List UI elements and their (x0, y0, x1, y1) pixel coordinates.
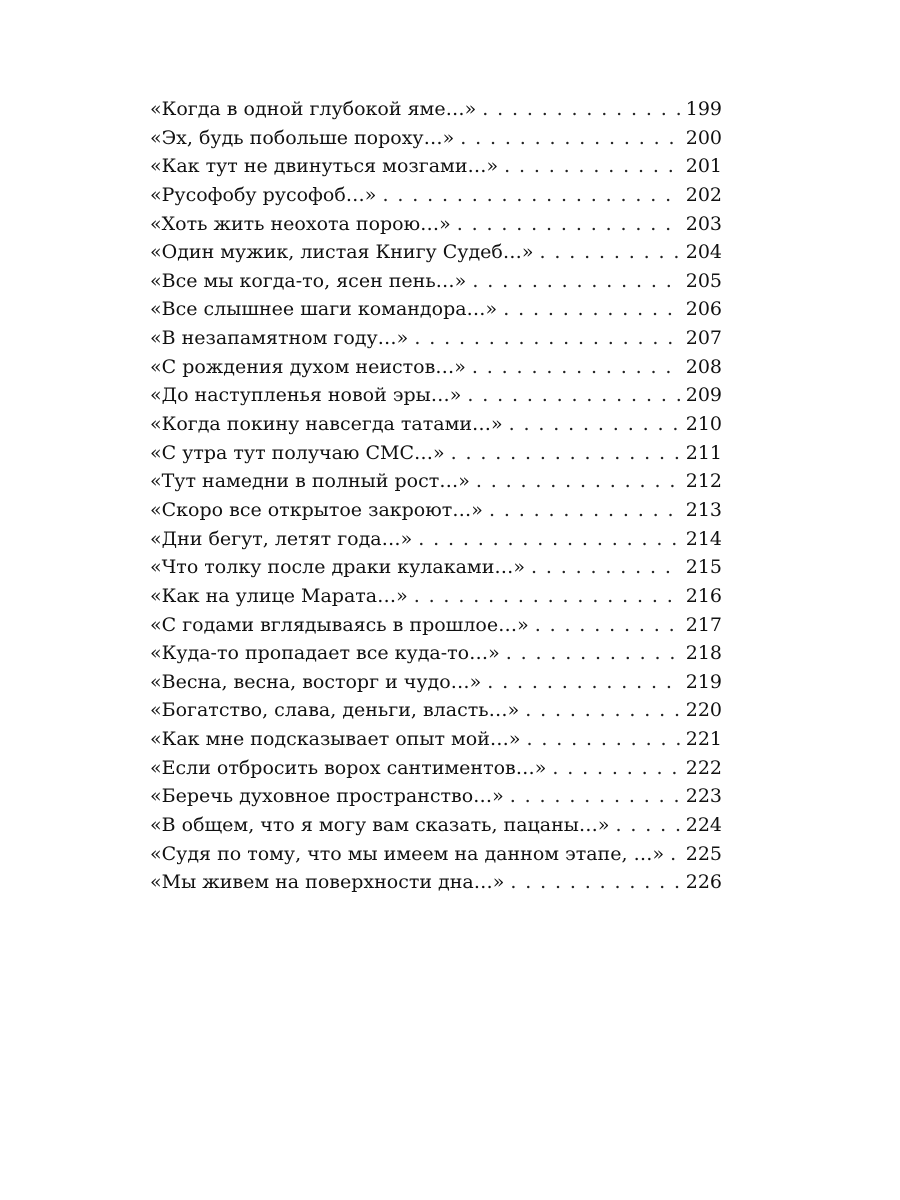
toc-entry (150, 124, 722, 153)
toc-entry (150, 238, 722, 267)
toc-dot-leader (527, 725, 680, 754)
toc-entry-title: «Тут намедни в полный рост…» (150, 467, 476, 496)
toc-entry-page: 226 (685, 871, 722, 894)
toc-entry-page: 200 (685, 126, 722, 149)
toc-dot-leader (535, 611, 680, 640)
toc-entry-page: 206 (685, 298, 722, 321)
toc-dot-leader (489, 496, 680, 525)
toc-entry (150, 152, 722, 181)
toc-entry (150, 696, 722, 725)
toc-entry-page: 205 (685, 269, 722, 292)
toc-dot-leader (460, 124, 680, 153)
toc-dot-leader (616, 811, 680, 840)
toc-entry (150, 439, 722, 468)
toc-entry-page: 212 (685, 470, 722, 493)
toc-entry-title: «Когда покину навсегда татами…» (150, 410, 509, 439)
toc-entry-page: 219 (685, 670, 722, 693)
toc-entry (150, 553, 722, 582)
toc-entry-page: 202 (685, 183, 722, 206)
toc-entry-title: «Все мы когда-то, ясен пень…» (150, 267, 472, 296)
toc-entry-page: 223 (685, 785, 722, 808)
toc-entry-title: «Весна, весна, восторг и чудо…» (150, 668, 487, 697)
toc-entry (150, 324, 722, 353)
toc-entry-page: 209 (685, 384, 722, 407)
toc-entry (150, 210, 722, 239)
toc-dot-leader (482, 95, 680, 124)
toc-entry-title: «В общем, что я могу вам сказать, пацаны…» (150, 811, 616, 840)
toc-dot-leader (510, 782, 680, 811)
toc-entry (150, 267, 722, 296)
toc-entry-page: 211 (685, 441, 722, 464)
toc-dot-leader (525, 696, 680, 725)
toc-dot-leader (510, 868, 679, 897)
toc-entry-title: «Эх, будь побольше пороху…» (150, 124, 460, 153)
toc-entry-page: 213 (685, 498, 722, 521)
toc-entry-page: 203 (685, 212, 722, 235)
toc-entry-title: «Как мне подсказывает опыт мой…» (150, 725, 527, 754)
toc-entry-page: 218 (685, 642, 722, 665)
toc-entry (150, 582, 722, 611)
toc-entry-title: «Русофобу русофоб…» (150, 181, 382, 210)
toc-entry (150, 611, 722, 640)
toc-entry (150, 381, 722, 410)
toc-entry (150, 782, 722, 811)
toc-entry-page: 208 (685, 355, 722, 378)
toc-entry-title: «Как на улице Марата…» (150, 582, 414, 611)
toc-entry (150, 95, 722, 124)
toc-entry-page: 207 (685, 327, 722, 350)
toc-entry-title: «Все слышнее шаги командора…» (150, 295, 503, 324)
toc-dot-leader (414, 324, 679, 353)
toc-dot-leader (670, 840, 680, 869)
toc-entry-page: 216 (685, 584, 722, 607)
toc-entry (150, 496, 722, 525)
toc-entry-page: 214 (685, 527, 722, 550)
toc-entry (150, 525, 722, 554)
toc-entry-title: «С годами вглядываясь в прошлое…» (150, 611, 535, 640)
toc-dot-leader (472, 267, 679, 296)
toc-entry-title: «Куда-то пропадает все куда-то…» (150, 639, 506, 668)
toc-entry-page: 199 (685, 98, 722, 120)
toc-dot-leader (382, 181, 679, 210)
toc-entry-title: «Беречь духовное пространство…» (150, 782, 510, 811)
toc-dot-leader (414, 582, 680, 611)
toc-entry (150, 754, 722, 783)
toc-entry-title: «Мы живем на поверхности дна…» (150, 868, 510, 897)
toc-entry (150, 868, 722, 897)
toc-dot-leader (540, 238, 680, 267)
toc-dot-leader (503, 295, 680, 324)
toc-entry-title: «С рождения духом неистов…» (150, 353, 472, 382)
toc-entry (150, 668, 722, 697)
toc-entry (150, 353, 722, 382)
toc-dot-leader (487, 668, 679, 697)
toc-entry (150, 639, 722, 668)
toc-dot-leader (509, 410, 680, 439)
toc-entry-title: «Судя по тому, что мы имеем на данном этапе, …» (150, 840, 670, 869)
toc-entry-page: 210 (685, 413, 722, 436)
toc-entry-page: 222 (685, 756, 722, 779)
toc-dot-leader (472, 353, 680, 382)
toc-entry (150, 811, 722, 840)
toc-entry (150, 181, 722, 210)
toc-entry-page: 201 (685, 155, 722, 178)
toc-dot-leader (531, 553, 680, 582)
toc-dot-leader (476, 467, 680, 496)
toc-dot-leader (506, 639, 680, 668)
toc-entry-title: «Когда в одной глубокой яме…» (150, 95, 482, 124)
toc-entry-title: «Дни бегут, летят года…» (150, 525, 418, 554)
toc-entry-page: 225 (685, 842, 722, 865)
toc-dot-leader (457, 210, 680, 239)
toc-entry (150, 295, 722, 324)
toc-entry-page: 204 (685, 241, 722, 264)
toc-entry-title: «С утра тут получаю СМС…» (150, 439, 451, 468)
toc-entry-title: «Один мужик, листая Книгу Судеб…» (150, 238, 540, 267)
toc-entry-page: 224 (685, 814, 722, 837)
toc-entry-page: 217 (685, 613, 722, 636)
toc-entry (150, 467, 722, 496)
toc-entry-title: «Что толку после драки кулаками…» (150, 553, 531, 582)
toc-entry (150, 725, 722, 754)
toc-entry-title: «Как тут не двинуться мозгами…» (150, 152, 504, 181)
toc-entry-title: «Хоть жить неохота порою…» (150, 210, 457, 239)
toc-entry-page: 220 (685, 699, 722, 722)
toc-entry (150, 410, 722, 439)
toc-entry-title: «В незапамятном году…» (150, 324, 414, 353)
toc-dot-leader (552, 754, 679, 783)
toc-dot-leader (504, 152, 680, 181)
toc-entry-title: «Богатство, слава, деньги, власть…» (150, 696, 525, 725)
toc-entry-title: «Если отбросить ворох сантиментов…» (150, 754, 552, 783)
toc-entry-page: 215 (685, 556, 722, 579)
table-of-contents (150, 95, 722, 897)
toc-dot-leader (418, 525, 679, 554)
toc-entry-title: «До наступленья новой эры…» (150, 381, 467, 410)
toc-dot-leader (467, 381, 679, 410)
toc-entry-page: 221 (685, 728, 722, 751)
toc-dot-leader (451, 439, 680, 468)
toc-entry-title: «Скоро все открытое закроют…» (150, 496, 489, 525)
toc-entry (150, 840, 722, 869)
